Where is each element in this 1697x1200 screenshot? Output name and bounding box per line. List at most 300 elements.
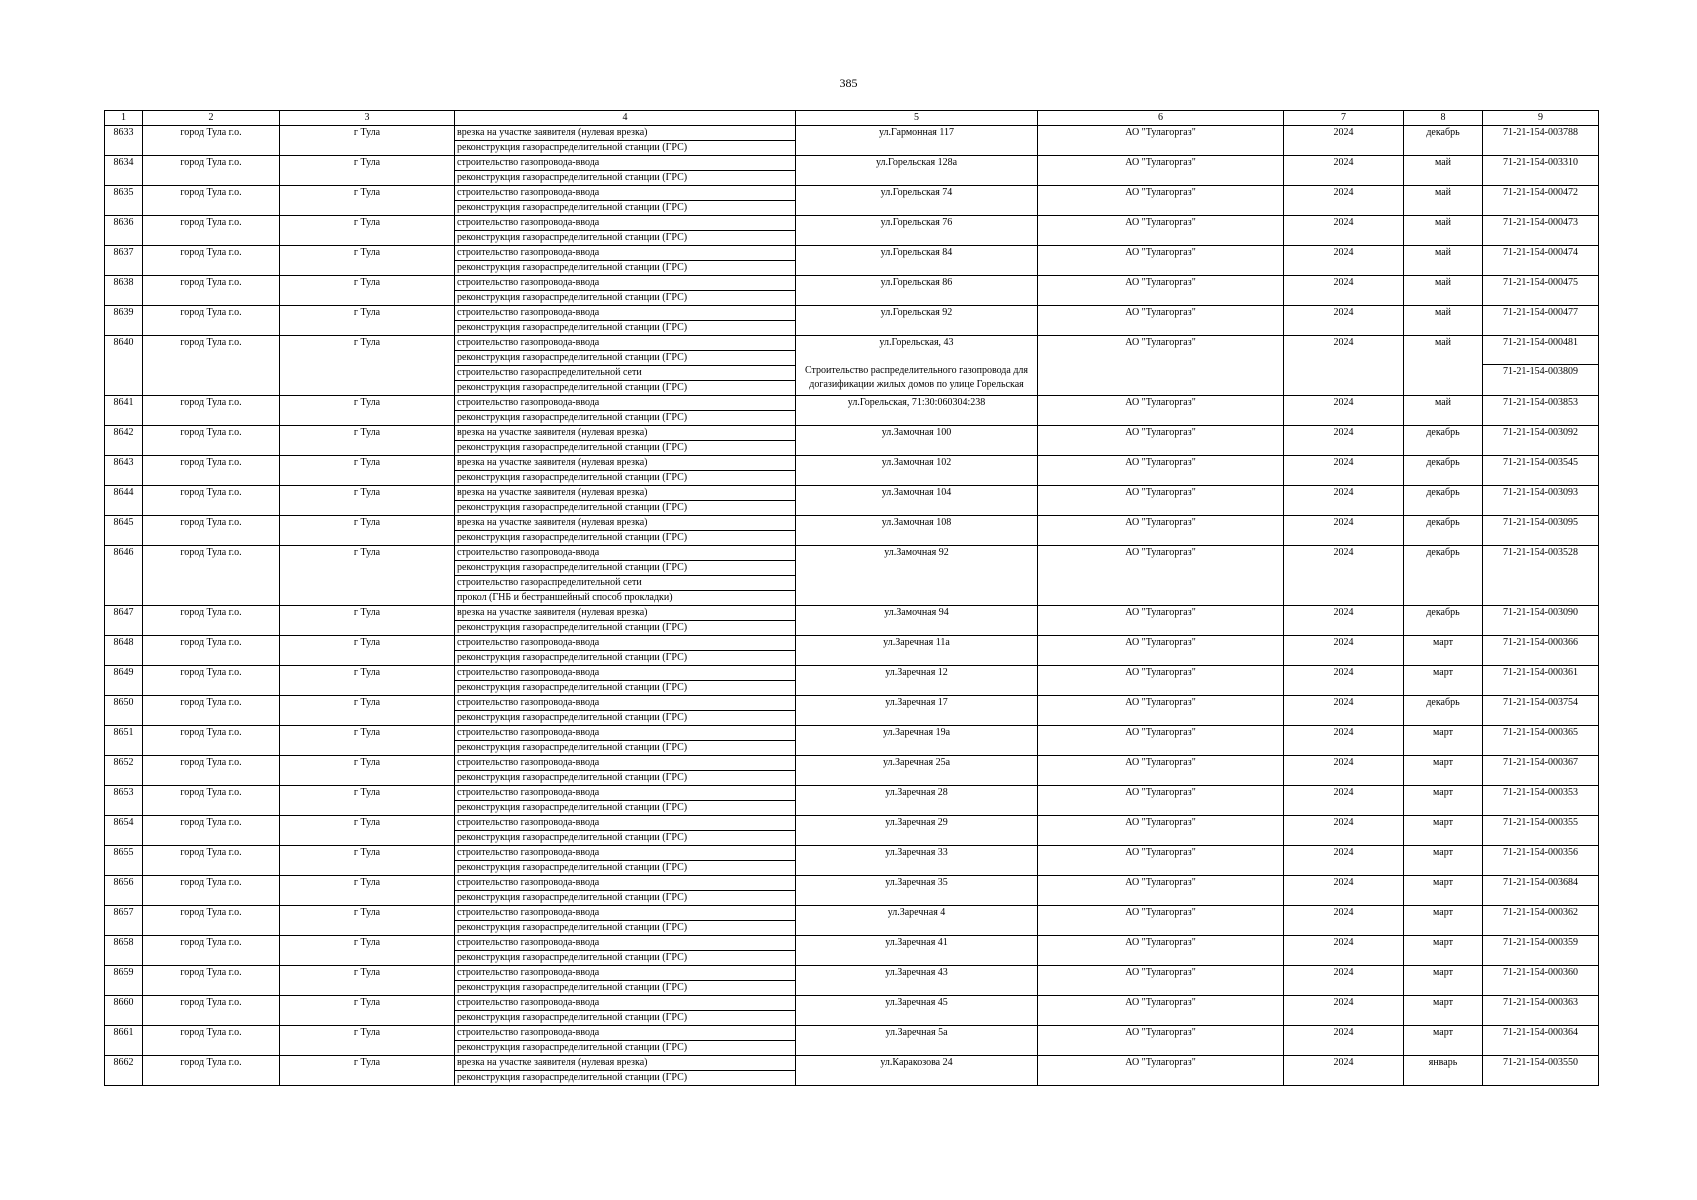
month-cell: март	[1404, 786, 1483, 816]
application-id: 71-21-154-003093	[1503, 487, 1578, 498]
municipality-cell: город Тула г.о.	[143, 636, 280, 666]
application-id: 71-21-154-000472	[1503, 187, 1578, 198]
works-cell	[455, 996, 796, 1026]
works-cell	[455, 426, 796, 456]
address-line: ул.Горельская 92	[880, 307, 953, 318]
settlement-cell: г Тула	[280, 1056, 455, 1086]
work-line: реконструкция газораспределительной станции (ГРС)	[455, 470, 795, 485]
table-row	[105, 876, 1599, 906]
works-cell	[455, 156, 796, 186]
work-line: реконструкция газораспределительной станции (ГРС)	[455, 680, 795, 695]
column-header: 1	[105, 111, 143, 126]
year-cell: 2024	[1284, 876, 1404, 906]
address-cell	[796, 546, 1038, 606]
settlement-cell: г Тула	[280, 516, 455, 546]
row-number-cell: 8643	[105, 456, 143, 486]
month-cell: декабрь	[1404, 606, 1483, 636]
row-number-cell: 8635	[105, 186, 143, 216]
application-id: 71-21-154-003528	[1503, 547, 1578, 558]
row-number-cell: 8642	[105, 426, 143, 456]
year-cell: 2024	[1284, 996, 1404, 1026]
organization-cell: АО "Тулагоргаз"	[1038, 876, 1284, 906]
address-line: ул.Горельская 128а	[875, 157, 958, 168]
column-header: 7	[1284, 111, 1404, 126]
municipality-cell: город Тула г.о.	[143, 696, 280, 726]
works-cell	[455, 336, 796, 396]
settlement-cell: г Тула	[280, 396, 455, 426]
works-cell	[455, 636, 796, 666]
year-cell: 2024	[1284, 336, 1404, 396]
work-line: реконструкция газораспределительной станции (ГРС)	[455, 740, 795, 755]
address-cell	[796, 246, 1038, 276]
table-row	[105, 726, 1599, 756]
application-id-cell	[1483, 216, 1599, 246]
municipality-cell: город Тула г.о.	[143, 906, 280, 936]
application-id: 71-21-154-000355	[1503, 817, 1578, 828]
works-cell	[455, 606, 796, 636]
month-cell: декабрь	[1404, 546, 1483, 606]
month-cell: март	[1404, 966, 1483, 996]
month-cell: январь	[1404, 1056, 1483, 1086]
work-line: прокол (ГНБ и бестраншейный способ прокладки)	[455, 590, 795, 605]
work-line: строительство газопровода-ввода	[457, 727, 600, 738]
year-cell: 2024	[1284, 186, 1404, 216]
address-line: Строительство распределительного газопровода для догазификации жилых домов по улице Горельская	[804, 365, 1029, 390]
work-line: строительство газопровода-ввода	[457, 757, 600, 768]
municipality-cell: город Тула г.о.	[143, 606, 280, 636]
address-cell	[796, 876, 1038, 906]
month-cell: май	[1404, 216, 1483, 246]
address-line: ул.Заречная 43	[885, 967, 948, 978]
settlement-cell: г Тула	[280, 126, 455, 156]
municipality-cell: город Тула г.о.	[143, 936, 280, 966]
municipality-cell: город Тула г.о.	[143, 966, 280, 996]
work-line: строительство газопровода-ввода	[457, 1027, 600, 1038]
application-id-cell	[1483, 126, 1599, 156]
work-line: врезка на участке заявителя (нулевая врезка)	[457, 487, 648, 498]
organization-cell: АО "Тулагоргаз"	[1038, 516, 1284, 546]
table-row	[105, 696, 1599, 726]
works-cell	[455, 696, 796, 726]
works-cell	[455, 186, 796, 216]
row-number-cell: 8648	[105, 636, 143, 666]
settlement-cell: г Тула	[280, 186, 455, 216]
month-cell: март	[1404, 876, 1483, 906]
month-cell: май	[1404, 156, 1483, 186]
month-cell: март	[1404, 636, 1483, 666]
application-id: 71-21-154-000356	[1503, 847, 1578, 858]
application-id: 71-21-154-003754	[1503, 697, 1578, 708]
application-id-cell	[1483, 846, 1599, 876]
table-row	[105, 396, 1599, 426]
year-cell: 2024	[1284, 1056, 1404, 1086]
address-cell	[796, 186, 1038, 216]
work-line: строительство газопровода-ввода	[457, 247, 600, 258]
year-cell: 2024	[1284, 216, 1404, 246]
work-line: реконструкция газораспределительной станции (ГРС)	[455, 440, 795, 455]
works-cell	[455, 906, 796, 936]
work-line: реконструкция газораспределительной станции (ГРС)	[455, 1010, 795, 1025]
application-id: 71-21-154-000361	[1503, 667, 1578, 678]
work-line: реконструкция газораспределительной станции (ГРС)	[455, 920, 795, 935]
organization-cell: АО "Тулагоргаз"	[1038, 996, 1284, 1026]
table-row	[105, 156, 1599, 186]
work-line: врезка на участке заявителя (нулевая врезка)	[457, 427, 648, 438]
month-cell: март	[1404, 816, 1483, 846]
application-id-cell	[1483, 426, 1599, 456]
work-line: реконструкция газораспределительной станции (ГРС)	[455, 800, 795, 815]
address-line: ул.Заречная 11а	[883, 637, 950, 648]
organization-cell: АО "Тулагоргаз"	[1038, 336, 1284, 396]
works-cell	[455, 396, 796, 426]
address-line: ул.Заречная 28	[885, 787, 948, 798]
month-cell: декабрь	[1404, 486, 1483, 516]
organization-cell: АО "Тулагоргаз"	[1038, 636, 1284, 666]
application-id: 71-21-154-003310	[1503, 157, 1578, 168]
table-row	[105, 306, 1599, 336]
address-line: ул.Горельская 86	[880, 277, 953, 288]
municipality-cell: город Тула г.о.	[143, 1056, 280, 1086]
table-row	[105, 666, 1599, 696]
work-line: реконструкция газораспределительной станции (ГРС)	[455, 500, 795, 515]
application-id: 71-21-154-000474	[1503, 247, 1578, 258]
address-cell	[796, 276, 1038, 306]
application-id: 71-21-154-000366	[1503, 637, 1578, 648]
application-id: 71-21-154-000367	[1503, 757, 1578, 768]
row-number-cell: 8650	[105, 696, 143, 726]
application-id-cell	[1483, 816, 1599, 846]
year-cell: 2024	[1284, 786, 1404, 816]
table-row	[105, 486, 1599, 516]
application-id: 71-21-154-003684	[1503, 877, 1578, 888]
organization-cell: АО "Тулагоргаз"	[1038, 936, 1284, 966]
row-number-cell: 8644	[105, 486, 143, 516]
municipality-cell: город Тула г.о.	[143, 816, 280, 846]
year-cell: 2024	[1284, 636, 1404, 666]
address-line: ул.Заречная 19а	[882, 727, 951, 738]
works-cell	[455, 846, 796, 876]
work-line: строительство газопровода-ввода	[457, 157, 600, 168]
municipality-cell: город Тула г.о.	[143, 336, 280, 396]
works-cell	[455, 516, 796, 546]
row-number-cell: 8637	[105, 246, 143, 276]
works-cell	[455, 1056, 796, 1086]
works-cell	[455, 246, 796, 276]
settlement-cell: г Тула	[280, 486, 455, 516]
organization-cell: АО "Тулагоргаз"	[1038, 486, 1284, 516]
work-line: реконструкция газораспределительной станции (ГРС)	[455, 830, 795, 845]
address-cell	[796, 516, 1038, 546]
address-line: ул.Заречная 12	[885, 667, 948, 678]
address-cell	[796, 696, 1038, 726]
address-cell	[796, 966, 1038, 996]
work-line: строительство газопровода-ввода	[457, 847, 600, 858]
application-id: 71-21-154-000364	[1503, 1027, 1578, 1038]
year-cell: 2024	[1284, 306, 1404, 336]
settlement-cell: г Тула	[280, 456, 455, 486]
address-line: ул.Заречная 35	[885, 877, 948, 888]
year-cell: 2024	[1284, 546, 1404, 606]
year-cell: 2024	[1284, 936, 1404, 966]
address-line: ул.Замочная 104	[881, 487, 952, 498]
month-cell: декабрь	[1404, 696, 1483, 726]
municipality-cell: город Тула г.о.	[143, 666, 280, 696]
work-line: реконструкция газораспределительной станции (ГРС)	[455, 260, 795, 275]
table-row	[105, 966, 1599, 996]
address-line: ул.Заречная 25а	[882, 757, 951, 768]
work-line: строительство газопровода-ввода	[457, 937, 600, 948]
address-cell	[796, 756, 1038, 786]
page-number: 385	[839, 76, 858, 90]
table-row	[105, 546, 1599, 606]
address-cell	[796, 906, 1038, 936]
work-line: реконструкция газораспределительной станции (ГРС)	[455, 140, 795, 155]
work-line: строительство газопровода-ввода	[457, 307, 600, 318]
application-id: 71-21-154-000363	[1503, 997, 1578, 1008]
municipality-cell: город Тула г.о.	[143, 216, 280, 246]
works-cell	[455, 726, 796, 756]
work-line: реконструкция газораспределительной станции (ГРС)	[455, 320, 795, 335]
organization-cell: АО "Тулагоргаз"	[1038, 726, 1284, 756]
work-line: врезка на участке заявителя (нулевая врезка)	[457, 127, 648, 138]
work-line: реконструкция газораспределительной станции (ГРС)	[455, 410, 795, 425]
municipality-cell: город Тула г.о.	[143, 786, 280, 816]
address-line: ул.Замочная 108	[881, 517, 952, 528]
table-row	[105, 906, 1599, 936]
year-cell: 2024	[1284, 696, 1404, 726]
settlement-cell: г Тула	[280, 246, 455, 276]
organization-cell: АО "Тулагоргаз"	[1038, 246, 1284, 276]
month-cell: декабрь	[1404, 126, 1483, 156]
row-number-cell: 8646	[105, 546, 143, 606]
row-number-cell: 8636	[105, 216, 143, 246]
settlement-cell: г Тула	[280, 426, 455, 456]
organization-cell: АО "Тулагоргаз"	[1038, 846, 1284, 876]
organization-cell: АО "Тулагоргаз"	[1038, 186, 1284, 216]
application-id: 71-21-154-003809	[1483, 364, 1598, 379]
work-line: реконструкция газораспределительной станции (ГРС)	[455, 560, 795, 575]
row-number-cell: 8640	[105, 336, 143, 396]
column-header: 3	[280, 111, 455, 126]
work-line: строительство газопровода-ввода	[457, 817, 600, 828]
application-id: 71-21-154-003092	[1503, 427, 1578, 438]
work-line: строительство газопровода-ввода	[457, 997, 600, 1008]
month-cell: декабрь	[1404, 426, 1483, 456]
application-id-cell	[1483, 486, 1599, 516]
address-line: ул.Горельская, 43	[879, 337, 954, 348]
organization-cell: АО "Тулагоргаз"	[1038, 606, 1284, 636]
address-cell	[796, 816, 1038, 846]
address-cell	[796, 216, 1038, 246]
works-cell	[455, 1026, 796, 1056]
address-line: ул.Заречная 4	[887, 907, 946, 918]
work-line: реконструкция газораспределительной станции (ГРС)	[455, 290, 795, 305]
row-number-cell: 8649	[105, 666, 143, 696]
gasification-table	[104, 110, 1599, 1086]
works-cell	[455, 216, 796, 246]
row-number-cell: 8641	[105, 396, 143, 426]
municipality-cell: город Тула г.о.	[143, 276, 280, 306]
address-line: ул.Замочная 94	[884, 607, 949, 618]
application-id: 71-21-154-003550	[1503, 1057, 1578, 1068]
table-row	[105, 1056, 1599, 1086]
address-line: ул.Заречная 29	[885, 817, 948, 828]
address-cell	[796, 486, 1038, 516]
table-row	[105, 1026, 1599, 1056]
works-cell	[455, 966, 796, 996]
application-id-cell	[1483, 906, 1599, 936]
month-cell: март	[1404, 726, 1483, 756]
month-cell: март	[1404, 756, 1483, 786]
organization-cell: АО "Тулагоргаз"	[1038, 816, 1284, 846]
row-number-cell: 8651	[105, 726, 143, 756]
address-cell	[796, 666, 1038, 696]
table-row	[105, 996, 1599, 1026]
application-id-cell	[1483, 306, 1599, 336]
column-header: 6	[1038, 111, 1284, 126]
month-cell: май	[1404, 336, 1483, 396]
municipality-cell: город Тула г.о.	[143, 126, 280, 156]
table-row	[105, 606, 1599, 636]
address-line: ул.Горельская 76	[880, 217, 953, 228]
month-cell: май	[1404, 186, 1483, 216]
municipality-cell: город Тула г.о.	[143, 876, 280, 906]
municipality-cell: город Тула г.о.	[143, 996, 280, 1026]
work-line: реконструкция газораспределительной станции (ГРС)	[455, 860, 795, 875]
organization-cell: АО "Тулагоргаз"	[1038, 276, 1284, 306]
row-number-cell: 8653	[105, 786, 143, 816]
address-cell	[796, 396, 1038, 426]
address-cell	[796, 126, 1038, 156]
work-line: строительство газопровода-ввода	[457, 187, 600, 198]
year-cell: 2024	[1284, 456, 1404, 486]
month-cell: декабрь	[1404, 456, 1483, 486]
month-cell: декабрь	[1404, 516, 1483, 546]
application-id: 71-21-154-003788	[1503, 127, 1578, 138]
work-line: строительство газопровода-ввода	[457, 787, 600, 798]
address-cell	[796, 726, 1038, 756]
application-id-cell	[1483, 546, 1599, 606]
row-number-cell: 8658	[105, 936, 143, 966]
year-cell: 2024	[1284, 846, 1404, 876]
organization-cell: АО "Тулагоргаз"	[1038, 456, 1284, 486]
organization-cell: АО "Тулагоргаз"	[1038, 666, 1284, 696]
month-cell: март	[1404, 846, 1483, 876]
work-line: реконструкция газораспределительной станции (ГРС)	[455, 380, 795, 395]
address-line: ул.Горельская 74	[880, 187, 953, 198]
column-header: 8	[1404, 111, 1483, 126]
column-header: 2	[143, 111, 280, 126]
organization-cell: АО "Тулагоргаз"	[1038, 426, 1284, 456]
work-line: врезка на участке заявителя (нулевая врезка)	[457, 1057, 648, 1068]
work-line: строительство газопровода-ввода	[457, 547, 600, 558]
year-cell: 2024	[1284, 966, 1404, 996]
municipality-cell: город Тула г.о.	[143, 756, 280, 786]
row-number-cell: 8655	[105, 846, 143, 876]
application-id-cell	[1483, 666, 1599, 696]
organization-cell: АО "Тулагоргаз"	[1038, 546, 1284, 606]
application-id-cell	[1483, 756, 1599, 786]
application-id-cell	[1483, 336, 1599, 396]
settlement-cell: г Тула	[280, 846, 455, 876]
month-cell: май	[1404, 396, 1483, 426]
month-cell: март	[1404, 666, 1483, 696]
settlement-cell: г Тула	[280, 666, 455, 696]
address-line: ул.Заречная 45	[885, 997, 948, 1008]
address-cell	[796, 456, 1038, 486]
organization-cell: АО "Тулагоргаз"	[1038, 306, 1284, 336]
settlement-cell: г Тула	[280, 756, 455, 786]
work-line: реконструкция газораспределительной станции (ГРС)	[455, 230, 795, 245]
work-line: строительство газопровода-ввода	[457, 667, 600, 678]
month-cell: март	[1404, 1026, 1483, 1056]
settlement-cell: г Тула	[280, 966, 455, 996]
settlement-cell: г Тула	[280, 1026, 455, 1056]
municipality-cell: город Тула г.о.	[143, 456, 280, 486]
works-cell	[455, 876, 796, 906]
year-cell: 2024	[1284, 126, 1404, 156]
month-cell: март	[1404, 996, 1483, 1026]
application-id: 71-21-154-000353	[1503, 787, 1578, 798]
application-id: 71-21-154-003090	[1503, 607, 1578, 618]
year-cell: 2024	[1284, 906, 1404, 936]
address-cell	[796, 306, 1038, 336]
application-id-cell	[1483, 276, 1599, 306]
organization-cell: АО "Тулагоргаз"	[1038, 906, 1284, 936]
address-cell	[796, 606, 1038, 636]
work-line: реконструкция газораспределительной станции (ГРС)	[455, 200, 795, 215]
work-line: реконструкция газораспределительной станции (ГРС)	[455, 530, 795, 545]
settlement-cell: г Тула	[280, 726, 455, 756]
work-line: строительство газопровода-ввода	[457, 277, 600, 288]
work-line: строительство газопровода-ввода	[457, 637, 600, 648]
works-cell	[455, 816, 796, 846]
row-number-cell: 8638	[105, 276, 143, 306]
address-cell	[796, 846, 1038, 876]
application-id: 71-21-154-000359	[1503, 937, 1578, 948]
table-row	[105, 786, 1599, 816]
year-cell: 2024	[1284, 756, 1404, 786]
application-id-cell	[1483, 1026, 1599, 1056]
organization-cell: АО "Тулагоргаз"	[1038, 396, 1284, 426]
works-cell	[455, 786, 796, 816]
application-id: 71-21-154-000475	[1503, 277, 1578, 288]
settlement-cell: г Тула	[280, 786, 455, 816]
address-line: ул.Горельская 84	[880, 247, 953, 258]
application-id-cell	[1483, 966, 1599, 996]
application-id: 71-21-154-003853	[1503, 397, 1578, 408]
year-cell: 2024	[1284, 516, 1404, 546]
work-line: строительство газораспределительной сети	[455, 365, 795, 380]
settlement-cell: г Тула	[280, 336, 455, 396]
address-line: ул.Заречная 41	[885, 937, 948, 948]
works-cell	[455, 306, 796, 336]
row-number-cell: 8654	[105, 816, 143, 846]
work-line: реконструкция газораспределительной станции (ГРС)	[455, 170, 795, 185]
year-cell: 2024	[1284, 246, 1404, 276]
application-id-cell	[1483, 516, 1599, 546]
table-body	[105, 126, 1599, 1086]
works-cell	[455, 456, 796, 486]
table-row	[105, 936, 1599, 966]
work-line: реконструкция газораспределительной станции (ГРС)	[455, 980, 795, 995]
settlement-cell: г Тула	[280, 276, 455, 306]
address-cell	[796, 786, 1038, 816]
work-line: строительство газопровода-ввода	[457, 337, 600, 348]
table-row	[105, 516, 1599, 546]
column-header: 9	[1483, 111, 1599, 126]
settlement-cell: г Тула	[280, 936, 455, 966]
